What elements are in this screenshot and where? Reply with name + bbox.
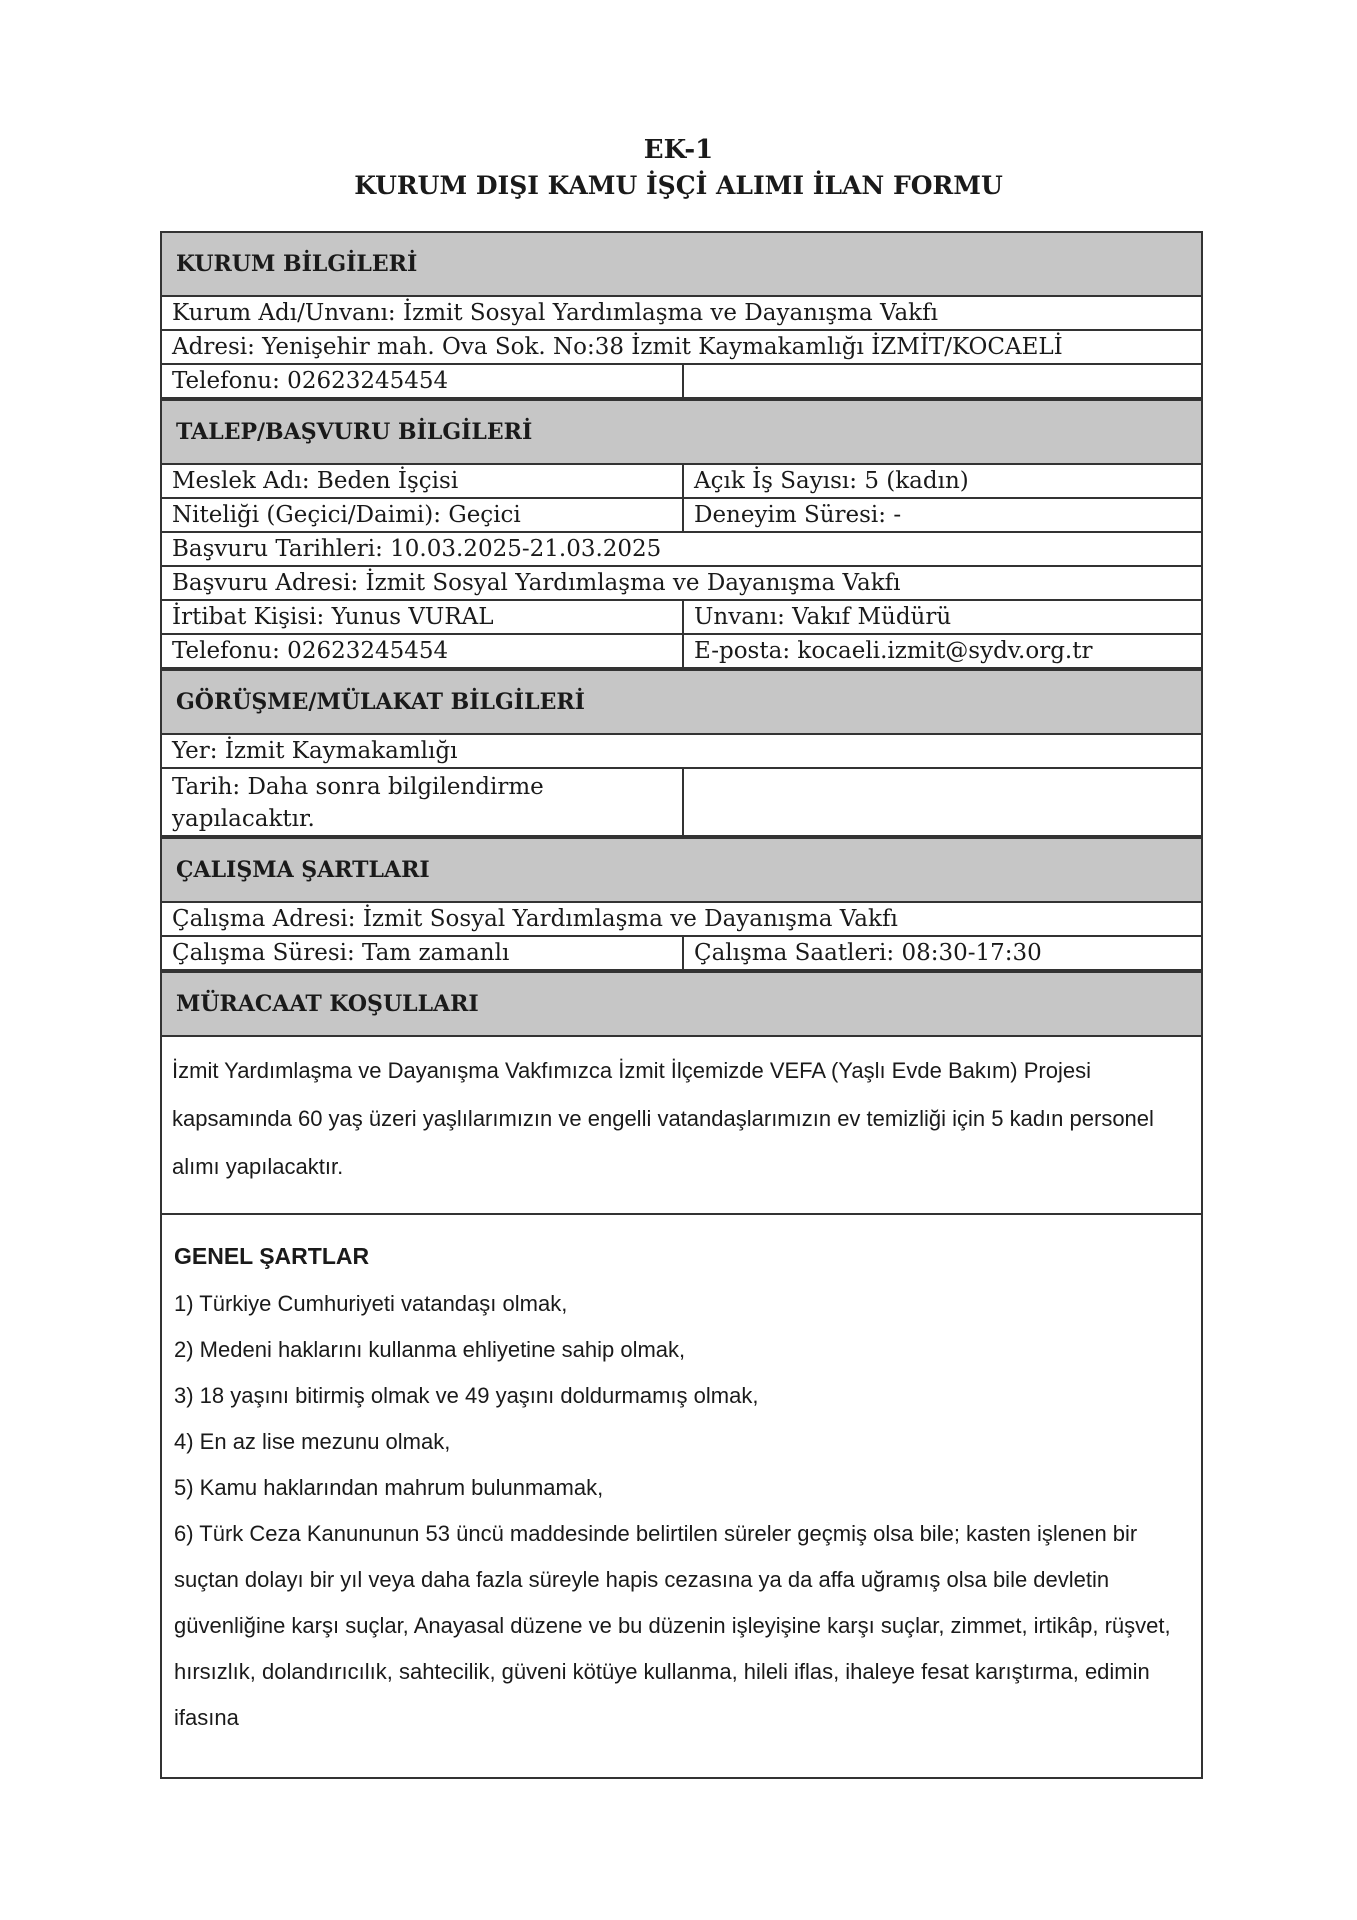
deneyim-suresi: Deneyim Süresi: -: [694, 502, 902, 528]
sart-item: 1) Türkiye Cumhuriyeti vatandaşı olmak,: [174, 1291, 568, 1316]
row-yer: [160, 735, 1203, 769]
eposta: E-posta: kocaeli.izmit@sydv.org.tr: [694, 638, 1093, 664]
section-calisma: ÇALIŞMA ŞARTLARI: [160, 837, 1203, 903]
gorusme-tarih: Tarih: Daha sonra bilgilendirme yapılacaktır.: [162, 769, 684, 835]
calisma-suresi: Çalışma Süresi: Tam zamanlı: [162, 937, 684, 969]
talep-telefon: Telefonu: 02623245454: [162, 635, 684, 667]
section-muracaat: MÜRACAAT KOŞULLARI: [160, 971, 1203, 1037]
sart-item: 6) Türk Ceza Kanununun 53 üncü maddesinde belirtilen süreler geçmiş olsa bile; kasten işlenen bir suçtan dolayı bir yıl veya daha fazla süreyle hapis cezasına ya da affa uğramış olsa bile devletin güvenliğine karşı suçlar, Anayasal düzene ve bu düzenin işleyişine karşı suçlar, zimmet, irtikâp, rüşvet, hırsızlık, dolandırıcılık, sahtecilik, güveni kötüye kullanma, hileli iflas, ihaleye fesat karıştırma, edimin ifasına: [174, 1521, 1171, 1730]
sart-item: 4) En az lise mezunu olmak,: [174, 1429, 451, 1454]
basvuru-adresi: Başvuru Adresi: İzmit Sosyal Yardımlaşma ve Dayanışma Vakfı: [172, 570, 901, 596]
calisma-saatleri: Çalışma Saatleri: 08:30-17:30: [694, 940, 1042, 966]
kurum-adi: Kurum Adı/Unvanı: İzmit Sosyal Yardımlaşma ve Dayanışma Vakfı: [172, 300, 938, 326]
irtibat-kisisi: İrtibat Kişisi: Yunus VURAL: [162, 601, 684, 633]
genel-sartlar-box: [160, 1215, 1203, 1779]
muracaat-text: İzmit Yardımlaşma ve Dayanışma Vakfımızca İzmit İlçemizde VEFA (Yaşlı Evde Bakım) Projesi kapsamında 60 yaş üzeri yaşlılarımızın ve engelli vatandaşlarımızın ev temizliği için 5 kadın personel alımı yapılacaktır.: [160, 1037, 1203, 1215]
basvuru-tarihleri: Başvuru Tarihleri: 10.03.2025-21.03.2025: [172, 536, 662, 562]
row-iletisim: [160, 635, 1203, 669]
sart-item: 3) 18 yaşını bitirmiş olmak ve 49 yaşını doldurmamış olmak,: [174, 1383, 759, 1408]
row-kurum-telefon: [160, 365, 1203, 399]
section-gorusme: GÖRÜŞME/MÜLAKAT BİLGİLERİ: [160, 669, 1203, 735]
gorusme-yer: Yer: İzmit Kaymakamlığı: [172, 738, 458, 764]
document-header: [0, 132, 1357, 204]
announcement-form: [160, 231, 1203, 1779]
row-kurum-adi: [160, 297, 1203, 331]
nitelik: Niteliği (Geçici/Daimi): Geçici: [162, 499, 684, 531]
section-talep: TALEP/BAŞVURU BİLGİLERİ: [160, 399, 1203, 465]
row-calisma-suresi: [160, 937, 1203, 971]
kurum-telefon: Telefonu: 02623245454: [162, 365, 684, 397]
sart-item: 2) Medeni haklarını kullanma ehliyetine sahip olmak,: [174, 1337, 686, 1362]
kurum-adres: Adresi: Yenişehir mah. Ova Sok. No:38 İzmit Kaymakamlığı İZMİT/KOCAELİ: [172, 334, 1063, 360]
empty-cell: [684, 769, 1201, 835]
row-tarih: [160, 769, 1203, 837]
annex-code: EK-1: [643, 135, 714, 165]
empty-cell: [684, 365, 1201, 397]
row-kurum-adres: [160, 331, 1203, 365]
row-basvuru-adresi: [160, 567, 1203, 601]
row-calisma-adresi: [160, 903, 1203, 937]
row-irtibat: [160, 601, 1203, 635]
row-meslek: [160, 465, 1203, 499]
acik-is-sayisi: Açık İş Sayısı: 5 (kadın): [694, 468, 969, 494]
document-title: KURUM DIŞI KAMU İŞÇİ ALIMI İLAN FORMU: [354, 171, 1003, 200]
sart-item: 5) Kamu haklarından mahrum bulunmamak,: [174, 1475, 604, 1500]
section-kurum: KURUM BİLGİLERİ: [160, 231, 1203, 297]
row-basvuru-tarihleri: [160, 533, 1203, 567]
meslek-adi: Meslek Adı: Beden İşçisi: [162, 465, 684, 497]
calisma-adresi: Çalışma Adresi: İzmit Sosyal Yardımlaşma ve Dayanışma Vakfı: [172, 906, 898, 932]
unvan: Unvanı: Vakıf Müdürü: [694, 604, 952, 630]
row-nitelik: [160, 499, 1203, 533]
genel-sartlar-title: GENEL ŞARTLAR: [174, 1243, 370, 1269]
